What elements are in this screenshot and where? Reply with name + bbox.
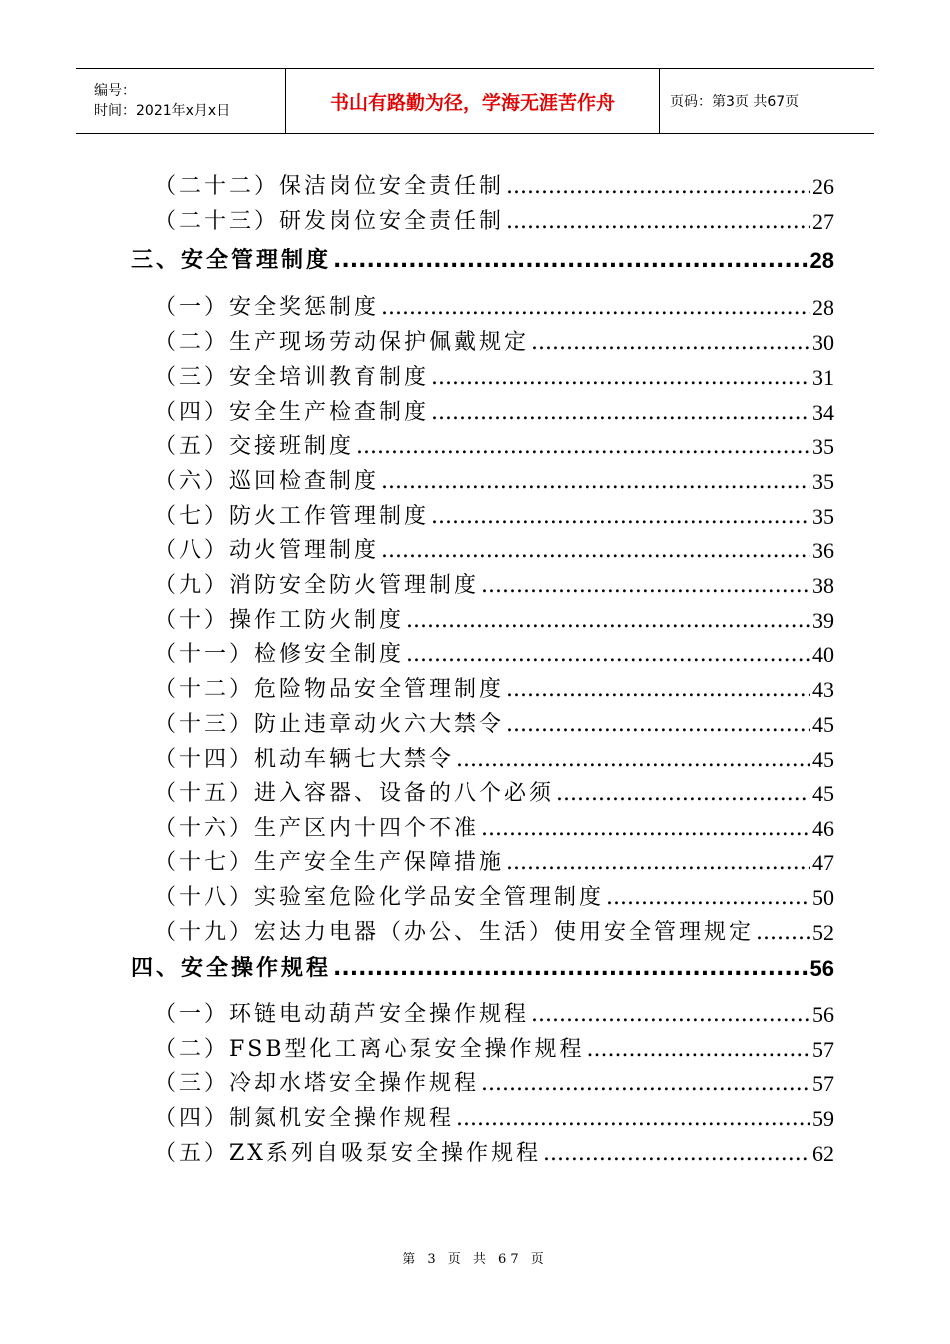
toc-entry-title: （二）生产现场劳动保护佩戴规定	[154, 330, 530, 355]
toc-entry[interactable]	[154, 741, 834, 775]
toc-entry-page: 45	[812, 747, 834, 772]
toc-entry-page: 50	[812, 885, 834, 910]
toc-entry-title: （十七）生产安全生产保障措施	[154, 850, 505, 875]
toc-entry[interactable]	[154, 428, 834, 462]
toc-entry-page: 47	[812, 850, 834, 875]
toc-entry-page: 31	[812, 365, 834, 390]
toc-leader-dots	[506, 848, 810, 878]
toc-leader-dots	[431, 363, 810, 393]
toc-leader-dots	[531, 1000, 810, 1030]
toc-entry[interactable]	[154, 775, 834, 809]
toc-entry[interactable]	[154, 1100, 834, 1134]
toc-entry-page: 35	[812, 504, 834, 529]
toc-entry-page: 43	[812, 677, 834, 702]
toc-entry-page: 57	[812, 1071, 834, 1096]
toc-entry[interactable]	[154, 636, 834, 670]
toc-entry-page: 45	[812, 712, 834, 737]
toc-entry-title: （十二）危险物品安全管理制度	[154, 677, 505, 702]
toc-leader-dots	[531, 328, 810, 358]
toc-entry-title: （二十三）研发岗位安全责任制	[154, 209, 505, 234]
toc-leader-dots	[481, 1069, 810, 1099]
toc-entry-title: （三）冷却水塔安全操作规程	[154, 1071, 480, 1096]
toc-entry[interactable]	[154, 203, 834, 237]
document-date-label: 时间：2021年x月x日	[94, 103, 231, 119]
toc-entry-title: （三）安全培训教育制度	[154, 365, 430, 390]
toc-leader-dots	[381, 536, 810, 566]
toc-entry-title: （十五）进入容器、设备的八个必须	[154, 781, 555, 806]
toc-entry-page: 26	[812, 174, 834, 199]
document-code-label: 编号：	[94, 83, 136, 99]
toc-entry-title: 四、安全操作规程	[131, 956, 332, 981]
toc-entry[interactable]	[154, 879, 834, 913]
toc-entry-title: （十九）宏达力电器（办公、生活）使用安全管理规定	[154, 920, 755, 945]
toc-entry[interactable]	[154, 532, 834, 566]
toc-entry-title: （十一）检修安全制度	[154, 642, 405, 667]
toc-entry-title: （七）防火工作管理制度	[154, 504, 430, 529]
toc-entry[interactable]	[154, 706, 834, 740]
toc-leader-dots	[333, 246, 808, 276]
toc-entry-title: （一）安全奖惩制度	[154, 295, 380, 320]
toc-entry[interactable]	[154, 996, 834, 1030]
page-footer: 第 3 页 共 67 页	[402, 1252, 548, 1267]
toc-entry-title: （九）消防安全防火管理制度	[154, 573, 480, 598]
toc-entry-page: 35	[812, 469, 834, 494]
toc-entry-title: （六）巡回检查制度	[154, 469, 380, 494]
toc-entry[interactable]	[154, 324, 834, 358]
toc-leader-dots	[431, 398, 810, 428]
toc-leader-dots	[587, 1035, 810, 1065]
toc-entry-title: （十六）生产区内十四个不准	[154, 816, 480, 841]
toc-leader-dots	[406, 640, 810, 670]
toc-entry[interactable]	[154, 602, 834, 636]
toc-section-entry[interactable]	[131, 950, 834, 984]
toc-entry-title: （二）FSB型化工离心泵安全操作规程	[154, 1037, 585, 1062]
toc-entry-page: 34	[812, 400, 834, 425]
toc-entry-page: 38	[812, 573, 834, 598]
toc-leader-dots	[506, 172, 810, 202]
toc-leader-dots	[356, 432, 810, 462]
toc-entry[interactable]	[154, 498, 834, 532]
toc-leader-dots	[506, 675, 810, 705]
toc-entry-page: 36	[812, 538, 834, 563]
toc-entry-title: （四）安全生产检查制度	[154, 400, 430, 425]
toc-entry-page: 27	[812, 209, 834, 234]
toc-entry[interactable]	[154, 671, 834, 705]
header-motto: 书山有路勤为径，学海无涯苦作舟	[286, 69, 660, 133]
toc-leader-dots	[556, 779, 810, 809]
toc-leader-dots	[333, 954, 808, 984]
toc-leader-dots	[381, 293, 810, 323]
toc-leader-dots	[543, 1139, 810, 1169]
toc-entry-title: （二十二）保洁岗位安全责任制	[154, 174, 505, 199]
toc-entry-page: 62	[812, 1141, 834, 1166]
toc-entry[interactable]	[154, 168, 834, 202]
toc-entry-title: （十三）防止违章动火六大禁令	[154, 712, 505, 737]
header-page-label: 页码：第3页 共67页	[670, 94, 800, 110]
toc-entry[interactable]	[154, 394, 834, 428]
toc-leader-dots	[456, 745, 810, 775]
toc-entry[interactable]	[154, 1135, 834, 1169]
toc-leader-dots	[506, 207, 810, 237]
toc-entry-title: 三、安全管理制度	[131, 248, 332, 273]
toc-leader-dots	[406, 606, 810, 636]
toc-entry[interactable]	[154, 1031, 834, 1065]
toc-leader-dots	[756, 918, 810, 948]
toc-entry-page: 30	[812, 330, 834, 355]
toc-entry-page: 59	[812, 1106, 834, 1131]
toc-leader-dots	[506, 710, 810, 740]
toc-entry-title: （五）ZX系列自吸泵安全操作规程	[154, 1141, 541, 1166]
toc-entry-page: 39	[812, 608, 834, 633]
toc-entry[interactable]	[154, 844, 834, 878]
toc-entry-page: 56	[809, 956, 834, 981]
toc-entry[interactable]	[154, 810, 834, 844]
toc-entry-page: 57	[812, 1037, 834, 1062]
toc-entry[interactable]	[154, 1065, 834, 1099]
toc-entry-page: 56	[812, 1002, 834, 1027]
toc-entry-page: 52	[812, 920, 834, 945]
toc-leader-dots	[481, 571, 810, 601]
toc-entry[interactable]	[154, 567, 834, 601]
toc-entry-page: 28	[812, 295, 834, 320]
toc-entry-page: 45	[812, 781, 834, 806]
toc-section-entry[interactable]	[131, 242, 834, 276]
toc-entry-page: 46	[812, 816, 834, 841]
toc-leader-dots	[431, 502, 810, 532]
toc-leader-dots	[606, 883, 810, 913]
toc-entry-title: （十八）实验室危险化学品安全管理制度	[154, 885, 605, 910]
toc-entry-page: 28	[809, 248, 834, 273]
toc-entry-page: 35	[812, 434, 834, 459]
toc-entry-title: （十四）机动车辆七大禁令	[154, 747, 455, 772]
toc-entry[interactable]	[154, 914, 834, 948]
toc-entry-title: （八）动火管理制度	[154, 538, 380, 563]
toc-entry[interactable]	[154, 289, 834, 323]
toc-leader-dots	[456, 1104, 810, 1134]
toc-entry-title: （一）环链电动葫芦安全操作规程	[154, 1002, 530, 1027]
toc-leader-dots	[381, 467, 810, 497]
toc-leader-dots	[481, 814, 810, 844]
toc-entry-title: （十）操作工防火制度	[154, 608, 405, 633]
toc-entry-title: （五）交接班制度	[154, 434, 355, 459]
toc-entry[interactable]	[154, 359, 834, 393]
toc-entry-page: 40	[812, 642, 834, 667]
toc-entry-title: （四）制氮机安全操作规程	[154, 1106, 455, 1131]
toc-entry[interactable]	[154, 463, 834, 497]
